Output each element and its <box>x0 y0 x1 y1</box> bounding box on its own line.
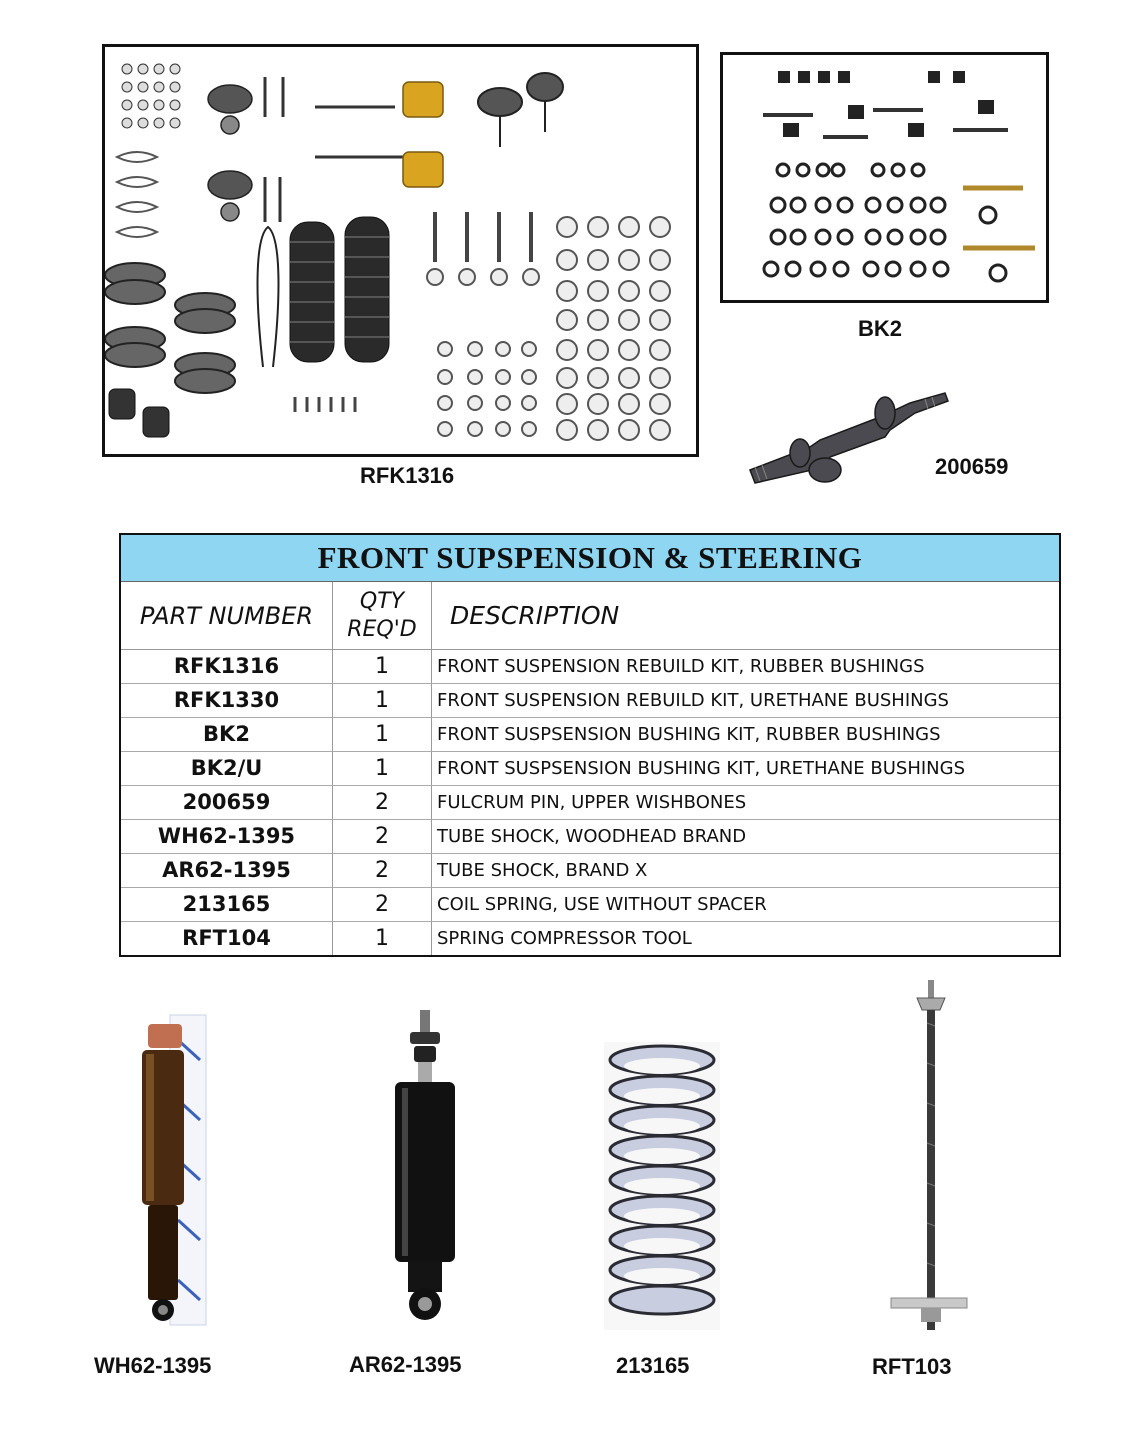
cell-qty: 2 <box>333 854 432 887</box>
table-row <box>121 786 1059 820</box>
bk2-kit-illustration <box>723 55 1046 300</box>
cell-part: AR62-1395 <box>121 854 333 887</box>
cell-qty: 1 <box>333 752 432 785</box>
brand-x-shock-caption: AR62-1395 <box>349 1352 462 1377</box>
woodhead-shock-caption: WH62-1395 <box>94 1353 212 1378</box>
woodhead-shock-image <box>130 1010 210 1330</box>
cell-part: RFK1330 <box>121 684 333 717</box>
cell-desc: FULCRUM PIN, UPPER WISHBONES <box>437 792 747 813</box>
coil-spring-caption: 213165 <box>616 1353 690 1378</box>
cell-part: 213165 <box>121 888 333 921</box>
bk2-kit-photo <box>720 52 1049 303</box>
spring-compressor-tool-caption: RFT103 <box>872 1354 952 1379</box>
bk2-caption: BK2 <box>858 316 903 341</box>
fulcrum-pin-image <box>740 385 950 485</box>
cell-desc: FRONT SUSPENSION REBUILD KIT, URETHANE BUSHINGS <box>437 690 949 711</box>
cell-qty: 2 <box>333 820 432 853</box>
cell-part: BK2/U <box>121 752 333 785</box>
header-description: DESCRIPTION <box>450 601 620 630</box>
cell-qty: 1 <box>333 922 432 955</box>
cell-qty: 1 <box>333 718 432 751</box>
cell-desc: FRONT SUSPENSION REBUILD KIT, RUBBER BUSHINGS <box>437 656 925 677</box>
cell-desc: TUBE SHOCK, WOODHEAD BRAND <box>437 826 747 847</box>
cell-desc: FRONT SUSPSENSION BUSHING KIT, RUBBER BUSHINGS <box>437 724 941 745</box>
cell-part: RFT104 <box>121 922 333 955</box>
table-row <box>121 922 1059 955</box>
rfk1316-caption: RFK1316 <box>360 463 455 488</box>
cell-part: WH62-1395 <box>121 820 333 853</box>
cell-desc: TUBE SHOCK, BRAND X <box>437 860 648 881</box>
cell-qty: 1 <box>333 650 432 683</box>
rfk1316-kit-photo <box>102 44 699 457</box>
table-row <box>121 684 1059 718</box>
header-part-number: PART NUMBER <box>121 582 333 649</box>
table-row <box>121 854 1059 888</box>
spring-compressor-tool-image <box>885 978 975 1338</box>
rfk1316-kit-illustration <box>105 47 696 454</box>
table-row <box>121 752 1059 786</box>
header-qty-line2: REQ'D <box>347 616 417 642</box>
cell-desc: FRONT SUSPSENSION BUSHING KIT, URETHANE BUSHINGS <box>437 758 966 779</box>
table-row <box>121 888 1059 922</box>
table-title: FRONT SUPSPENSION & STEERING <box>121 535 1059 582</box>
table-header-row <box>121 582 1059 650</box>
coil-spring-image <box>604 1042 720 1330</box>
cell-part: 200659 <box>121 786 333 819</box>
parts-table <box>119 533 1061 957</box>
cell-desc: SPRING COMPRESSOR TOOL <box>437 928 692 949</box>
fulcrum-pin-caption: 200659 <box>935 454 1009 479</box>
header-qty-line1: QTY <box>359 588 405 614</box>
cell-part: BK2 <box>121 718 333 751</box>
brand-x-shock-image <box>390 1008 460 1328</box>
cell-qty: 2 <box>333 888 432 921</box>
cell-part: RFK1316 <box>121 650 333 683</box>
cell-qty: 1 <box>333 684 432 717</box>
table-row <box>121 820 1059 854</box>
cell-desc: COIL SPRING, USE WITHOUT SPACER <box>437 894 767 915</box>
table-row <box>121 650 1059 684</box>
table-row <box>121 718 1059 752</box>
header-qty <box>333 582 432 649</box>
cell-qty: 2 <box>333 786 432 819</box>
